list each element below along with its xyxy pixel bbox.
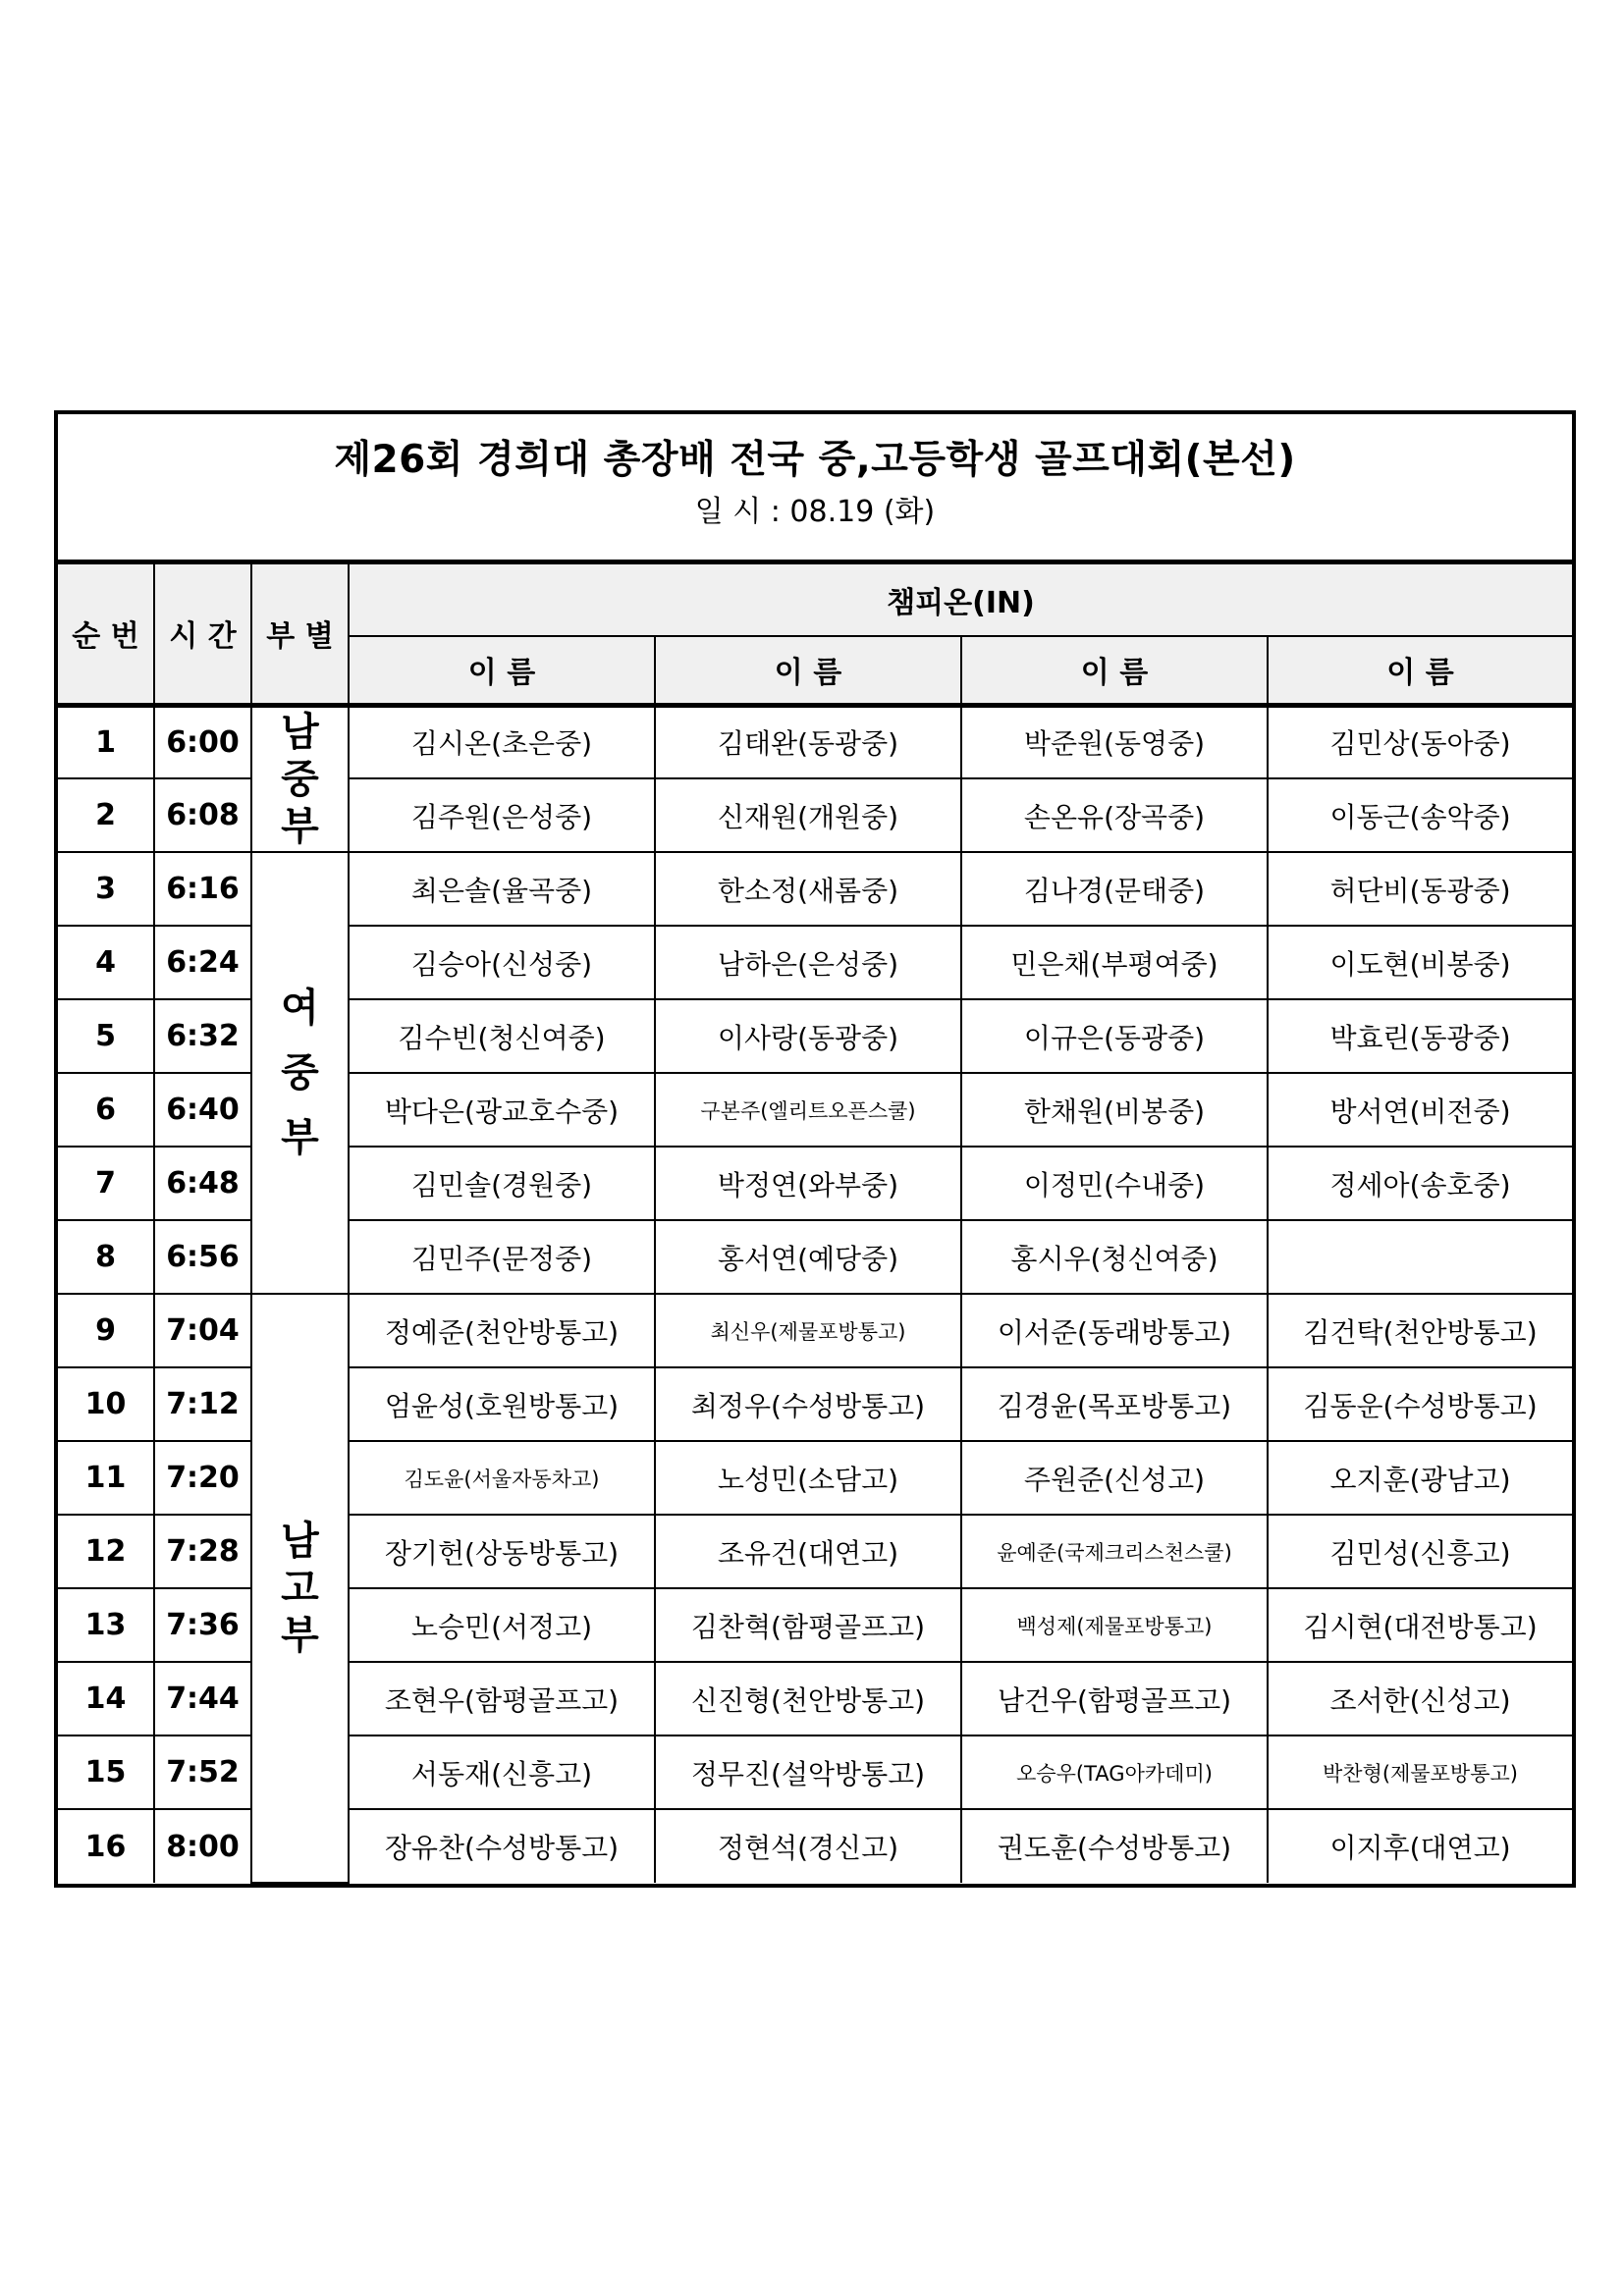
- row-number: 2: [58, 778, 154, 852]
- player-name: 김태완(동광중): [655, 705, 961, 778]
- player-name: 최정우(수성방통고): [655, 1367, 961, 1441]
- player-name: 노승민(서정고): [349, 1588, 655, 1662]
- division-char: 고: [281, 1566, 319, 1611]
- player-name: 조현우(함평골프고): [349, 1662, 655, 1735]
- player-name: 구본주(엘리트오픈스쿨): [655, 1073, 961, 1147]
- header-name: 이 름: [1268, 636, 1572, 705]
- player-name: 박정연(와부중): [655, 1147, 961, 1220]
- player-name: 김주원(은성중): [349, 778, 655, 852]
- player-name: 김승아(신성중): [349, 926, 655, 999]
- division-char: 중: [281, 1050, 319, 1095]
- table-row: [58, 852, 1572, 926]
- row-number: 8: [58, 1220, 154, 1294]
- player-name: 김찬혁(함평골프고): [655, 1588, 961, 1662]
- tee-time: 6:48: [154, 1147, 251, 1220]
- title-block: [58, 414, 1572, 562]
- player-name: 신재원(개원중): [655, 778, 961, 852]
- player-name: 이동근(송악중): [1268, 778, 1572, 852]
- player-name: 방서연(비전중): [1268, 1073, 1572, 1147]
- player-name: 이지후(대연고): [1268, 1809, 1572, 1883]
- player-name: 홍서연(예당중): [655, 1220, 961, 1294]
- tee-time: 8:00: [154, 1809, 251, 1883]
- row-number: 10: [58, 1367, 154, 1441]
- player-name: 최은솔(율곡중): [349, 852, 655, 926]
- player-name: 윤예준(국제크리스천스쿨): [961, 1515, 1268, 1588]
- header-time: 시 간: [154, 563, 251, 705]
- player-name: 남건우(함평골프고): [961, 1662, 1268, 1735]
- division-cell: [251, 705, 349, 852]
- tee-time: 6:08: [154, 778, 251, 852]
- player-name: 정무진(설악방통고): [655, 1735, 961, 1809]
- player-name: 주원준(신성고): [961, 1441, 1268, 1515]
- row-number: 14: [58, 1662, 154, 1735]
- player-name: 김시현(대전방통고): [1268, 1588, 1572, 1662]
- row-number: 13: [58, 1588, 154, 1662]
- player-name: 남하은(은성중): [655, 926, 961, 999]
- player-name: 신진형(천안방통고): [655, 1662, 961, 1735]
- player-name: 한소정(새롬중): [655, 852, 961, 926]
- player-name: 이도현(비봉중): [1268, 926, 1572, 999]
- row-number: 12: [58, 1515, 154, 1588]
- tee-time: 6:40: [154, 1073, 251, 1147]
- player-name: 조유건(대연고): [655, 1515, 961, 1588]
- division-char: 부: [281, 1115, 319, 1160]
- table-row: [58, 1294, 1572, 1367]
- division-cell: [251, 1294, 349, 1883]
- page-title: 제26회 경희대 총장배 전국 중,고등학생 골프대회(본선): [334, 438, 1296, 482]
- player-name: 권도훈(수성방통고): [961, 1809, 1268, 1883]
- tee-time: 7:44: [154, 1662, 251, 1735]
- tee-time-sheet: [54, 410, 1576, 1888]
- division-char: 남: [281, 709, 319, 755]
- player-name: 김시온(초은중): [349, 705, 655, 778]
- player-name: 김경윤(목포방통고): [961, 1367, 1268, 1441]
- player-name: 김민솔(경원중): [349, 1147, 655, 1220]
- row-number: 15: [58, 1735, 154, 1809]
- player-name: 정예준(천안방통고): [349, 1294, 655, 1367]
- header-course: 챔피온(IN): [349, 563, 1572, 636]
- tee-time-table: [58, 562, 1572, 1884]
- player-name: 허단비(동광중): [1268, 852, 1572, 926]
- tee-time: 6:00: [154, 705, 251, 778]
- player-name: 박효린(동광중): [1268, 999, 1572, 1073]
- division-char: 부: [281, 1613, 319, 1658]
- player-name: 김민성(신흥고): [1268, 1515, 1572, 1588]
- row-number: 9: [58, 1294, 154, 1367]
- row-number: 3: [58, 852, 154, 926]
- player-name: 박준원(동영중): [961, 705, 1268, 778]
- player-name: 김나경(문태중): [961, 852, 1268, 926]
- tee-time: 7:52: [154, 1735, 251, 1809]
- tee-time: 6:56: [154, 1220, 251, 1294]
- row-number: 7: [58, 1147, 154, 1220]
- player-name: 김민상(동아중): [1268, 705, 1572, 778]
- player-name: 이사랑(동광중): [655, 999, 961, 1073]
- tee-time: 7:36: [154, 1588, 251, 1662]
- player-name: 홍시우(청신여중): [961, 1220, 1268, 1294]
- player-name: 장기헌(상동방통고): [349, 1515, 655, 1588]
- player-name: 조서한(신성고): [1268, 1662, 1572, 1735]
- table-row: [58, 705, 1572, 778]
- player-name: 이정민(수내중): [961, 1147, 1268, 1220]
- date-line: 일 시 : 08.19 (화): [694, 495, 936, 529]
- tee-time: 6:24: [154, 926, 251, 999]
- division-char: 여: [281, 986, 319, 1031]
- player-name: 박다은(광교호수중): [349, 1073, 655, 1147]
- player-name: 오승우(TAG아카데미): [961, 1735, 1268, 1809]
- player-name: 백성제(제물포방통고): [961, 1588, 1268, 1662]
- player-name: 김건탁(천안방통고): [1268, 1294, 1572, 1367]
- tee-time: 7:20: [154, 1441, 251, 1515]
- row-number: 16: [58, 1809, 154, 1883]
- row-number: 4: [58, 926, 154, 999]
- player-name: 서동재(신흥고): [349, 1735, 655, 1809]
- division-char: 중: [281, 756, 319, 802]
- player-name: 손온유(장곡중): [961, 778, 1268, 852]
- player-name: 정현석(경신고): [655, 1809, 961, 1883]
- row-number: 6: [58, 1073, 154, 1147]
- table-body: [58, 705, 1572, 1883]
- division-char: 부: [281, 803, 319, 849]
- header-division: 부 별: [251, 563, 349, 705]
- header-name: 이 름: [961, 636, 1268, 705]
- header-name: 이 름: [349, 636, 655, 705]
- header-no: 순 번: [58, 563, 154, 705]
- row-number: 1: [58, 705, 154, 778]
- division-char: 남: [281, 1519, 319, 1564]
- player-name: 김수빈(청신여중): [349, 999, 655, 1073]
- player-name: 한채원(비봉중): [961, 1073, 1268, 1147]
- player-name: 박찬형(제물포방통고): [1268, 1735, 1572, 1809]
- row-number: 5: [58, 999, 154, 1073]
- player-name: [1268, 1220, 1572, 1294]
- tee-time: 7:04: [154, 1294, 251, 1367]
- player-name: 노성민(소담고): [655, 1441, 961, 1515]
- player-name: 엄윤성(호원방통고): [349, 1367, 655, 1441]
- division-cell: [251, 852, 349, 1294]
- row-number: 11: [58, 1441, 154, 1515]
- player-name: 민은채(부평여중): [961, 926, 1268, 999]
- player-name: 오지훈(광남고): [1268, 1441, 1572, 1515]
- tee-time: 6:32: [154, 999, 251, 1073]
- tee-time: 7:12: [154, 1367, 251, 1441]
- player-name: 이서준(동래방통고): [961, 1294, 1268, 1367]
- player-name: 김동운(수성방통고): [1268, 1367, 1572, 1441]
- header-name: 이 름: [655, 636, 961, 705]
- player-name: 김민주(문정중): [349, 1220, 655, 1294]
- tee-time: 6:16: [154, 852, 251, 926]
- player-name: 정세아(송호중): [1268, 1147, 1572, 1220]
- player-name: 장유찬(수성방통고): [349, 1809, 655, 1883]
- tee-time: 7:28: [154, 1515, 251, 1588]
- player-name: 이규은(동광중): [961, 999, 1268, 1073]
- player-name: 최신우(제물포방통고): [655, 1294, 961, 1367]
- player-name: 김도윤(서울자동차고): [349, 1441, 655, 1515]
